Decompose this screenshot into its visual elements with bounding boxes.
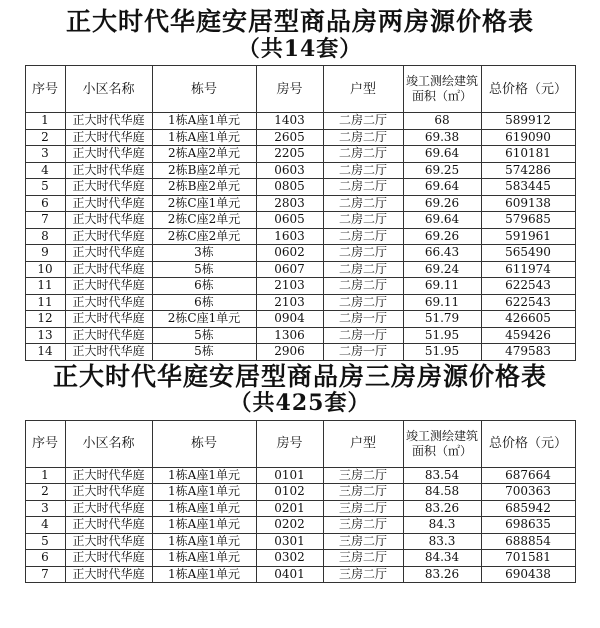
cell-area: 69.26 bbox=[403, 228, 481, 245]
cell-area: 51.79 bbox=[403, 311, 481, 328]
cell-room: 0202 bbox=[256, 517, 323, 534]
cell-price: 589912 bbox=[481, 113, 575, 130]
table-row bbox=[25, 261, 575, 278]
cell-area: 69.64 bbox=[403, 212, 481, 229]
cell-area: 69.64 bbox=[403, 179, 481, 196]
header-area: 竣工测绘建筑面积（㎡） bbox=[403, 66, 481, 113]
cell-price: 610181 bbox=[481, 146, 575, 163]
table-row bbox=[25, 179, 575, 196]
cell-index: 5 bbox=[25, 179, 65, 196]
cell-price: 479583 bbox=[481, 344, 575, 361]
table-row bbox=[25, 245, 575, 262]
cell-building: 1栋A座1单元 bbox=[152, 517, 256, 534]
cell-community: 正大时代华庭 bbox=[65, 113, 152, 130]
cell-community: 正大时代华庭 bbox=[65, 146, 152, 163]
table2-title: 正大时代华庭安居型商品房三房房源价格表 bbox=[52, 361, 547, 391]
cell-building: 1栋A座1单元 bbox=[152, 129, 256, 146]
cell-area: 66.43 bbox=[403, 245, 481, 262]
table-row bbox=[25, 195, 575, 212]
table-row bbox=[25, 327, 575, 344]
cell-room: 0607 bbox=[256, 261, 323, 278]
table-row bbox=[25, 344, 575, 361]
cell-index: 3 bbox=[25, 500, 65, 517]
cell-area: 69.26 bbox=[403, 195, 481, 212]
cell-building: 1栋A座1单元 bbox=[152, 550, 256, 567]
cell-price: 609138 bbox=[481, 195, 575, 212]
cell-layout: 二房一厅 bbox=[323, 311, 403, 328]
cell-community: 正大时代华庭 bbox=[65, 179, 152, 196]
header-index: 序号 bbox=[25, 420, 65, 467]
cell-layout: 二房二厅 bbox=[323, 113, 403, 130]
cell-area: 69.24 bbox=[403, 261, 481, 278]
table-row bbox=[25, 129, 575, 146]
cell-community: 正大时代华庭 bbox=[65, 484, 152, 501]
cell-layout: 二房二厅 bbox=[323, 195, 403, 212]
cell-room: 0602 bbox=[256, 245, 323, 262]
cell-community: 正大时代华庭 bbox=[65, 533, 152, 550]
cell-community: 正大时代华庭 bbox=[65, 212, 152, 229]
cell-room: 0805 bbox=[256, 179, 323, 196]
cell-price: 690438 bbox=[481, 566, 575, 583]
cell-community: 正大时代华庭 bbox=[65, 550, 152, 567]
cell-room: 0605 bbox=[256, 212, 323, 229]
cell-building: 5栋 bbox=[152, 261, 256, 278]
table-row bbox=[25, 113, 575, 130]
table-row bbox=[25, 533, 575, 550]
cell-community: 正大时代华庭 bbox=[65, 129, 152, 146]
cell-area: 84.34 bbox=[403, 550, 481, 567]
cell-layout: 二房二厅 bbox=[323, 146, 403, 163]
cell-area: 51.95 bbox=[403, 344, 481, 361]
table-row bbox=[25, 162, 575, 179]
cell-area: 68 bbox=[403, 113, 481, 130]
cell-room: 2803 bbox=[256, 195, 323, 212]
cell-layout: 三房二厅 bbox=[323, 484, 403, 501]
cell-price: 619090 bbox=[481, 129, 575, 146]
cell-price: 579685 bbox=[481, 212, 575, 229]
cell-price: 622543 bbox=[481, 294, 575, 311]
cell-layout: 三房二厅 bbox=[323, 517, 403, 534]
cell-area: 69.25 bbox=[403, 162, 481, 179]
cell-index: 11 bbox=[25, 294, 65, 311]
cell-index: 5 bbox=[25, 533, 65, 550]
cell-area: 51.95 bbox=[403, 327, 481, 344]
cell-price: 583445 bbox=[481, 179, 575, 196]
header-room: 房号 bbox=[256, 66, 323, 113]
cell-room: 0904 bbox=[256, 311, 323, 328]
cell-layout: 二房一厅 bbox=[323, 344, 403, 361]
cell-layout: 三房二厅 bbox=[323, 550, 403, 567]
cell-building: 6栋 bbox=[152, 294, 256, 311]
cell-area: 69.64 bbox=[403, 146, 481, 163]
cell-layout: 二房二厅 bbox=[323, 212, 403, 229]
header-building: 栋号 bbox=[152, 66, 256, 113]
cell-price: 687664 bbox=[481, 467, 575, 484]
table1-body bbox=[25, 113, 575, 361]
cell-building: 1栋A座1单元 bbox=[152, 484, 256, 501]
table-row bbox=[25, 517, 575, 534]
cell-layout: 三房二厅 bbox=[323, 500, 403, 517]
cell-index: 13 bbox=[25, 327, 65, 344]
cell-index: 12 bbox=[25, 311, 65, 328]
cell-price: 700363 bbox=[481, 484, 575, 501]
two-room-price-table bbox=[25, 65, 576, 361]
cell-building: 2栋B座2单元 bbox=[152, 179, 256, 196]
cell-layout: 二房二厅 bbox=[323, 261, 403, 278]
cell-index: 7 bbox=[25, 212, 65, 229]
cell-community: 正大时代华庭 bbox=[65, 467, 152, 484]
cell-building: 2栋C座2单元 bbox=[152, 212, 256, 229]
cell-building: 2栋B座2单元 bbox=[152, 162, 256, 179]
cell-index: 1 bbox=[25, 113, 65, 130]
cell-index: 1 bbox=[25, 467, 65, 484]
cell-room: 2605 bbox=[256, 129, 323, 146]
cell-community: 正大时代华庭 bbox=[65, 261, 152, 278]
header-area: 竣工测绘建筑面积（㎡） bbox=[403, 420, 481, 467]
cell-layout: 二房二厅 bbox=[323, 245, 403, 262]
cell-community: 正大时代华庭 bbox=[65, 228, 152, 245]
table-row bbox=[25, 500, 575, 517]
cell-area: 69.38 bbox=[403, 129, 481, 146]
cell-price: 426605 bbox=[481, 311, 575, 328]
cell-index: 11 bbox=[25, 278, 65, 295]
cell-index: 14 bbox=[25, 344, 65, 361]
table-row bbox=[25, 294, 575, 311]
cell-room: 0302 bbox=[256, 550, 323, 567]
cell-room: 2103 bbox=[256, 278, 323, 295]
header-layout: 户型 bbox=[323, 66, 403, 113]
table-row bbox=[25, 278, 575, 295]
header-building: 栋号 bbox=[152, 420, 256, 467]
cell-index: 4 bbox=[25, 517, 65, 534]
cell-layout: 二房二厅 bbox=[323, 129, 403, 146]
cell-room: 2103 bbox=[256, 294, 323, 311]
cell-building: 2栋C座1单元 bbox=[152, 195, 256, 212]
cell-index: 2 bbox=[25, 129, 65, 146]
header-community: 小区名称 bbox=[65, 420, 152, 467]
cell-layout: 三房二厅 bbox=[323, 533, 403, 550]
cell-community: 正大时代华庭 bbox=[65, 162, 152, 179]
cell-price: 685942 bbox=[481, 500, 575, 517]
cell-room: 1403 bbox=[256, 113, 323, 130]
header-layout: 户型 bbox=[323, 420, 403, 467]
cell-area: 83.26 bbox=[403, 566, 481, 583]
cell-index: 10 bbox=[25, 261, 65, 278]
cell-building: 1栋A座1单元 bbox=[152, 566, 256, 583]
table2-body bbox=[25, 467, 575, 583]
cell-room: 0603 bbox=[256, 162, 323, 179]
cell-room: 1306 bbox=[256, 327, 323, 344]
cell-layout: 三房二厅 bbox=[323, 467, 403, 484]
cell-building: 6栋 bbox=[152, 278, 256, 295]
cell-area: 83.26 bbox=[403, 500, 481, 517]
cell-price: 574286 bbox=[481, 162, 575, 179]
header-community: 小区名称 bbox=[65, 66, 152, 113]
cell-index: 7 bbox=[25, 566, 65, 583]
cell-building: 5栋 bbox=[152, 344, 256, 361]
cell-price: 622543 bbox=[481, 278, 575, 295]
cell-community: 正大时代华庭 bbox=[65, 517, 152, 534]
cell-community: 正大时代华庭 bbox=[65, 344, 152, 361]
cell-room: 0101 bbox=[256, 467, 323, 484]
table-row bbox=[25, 550, 575, 567]
table-header-row bbox=[25, 420, 575, 467]
cell-community: 正大时代华庭 bbox=[65, 566, 152, 583]
cell-community: 正大时代华庭 bbox=[65, 311, 152, 328]
cell-index: 4 bbox=[25, 162, 65, 179]
cell-index: 2 bbox=[25, 484, 65, 501]
cell-building: 1栋A座1单元 bbox=[152, 113, 256, 130]
table-row bbox=[25, 146, 575, 163]
header-price: 总价格（元） bbox=[481, 66, 575, 113]
cell-index: 3 bbox=[25, 146, 65, 163]
table-row bbox=[25, 228, 575, 245]
cell-room: 1603 bbox=[256, 228, 323, 245]
cell-building: 2栋C座2单元 bbox=[152, 228, 256, 245]
three-room-price-table bbox=[25, 420, 576, 584]
cell-index: 8 bbox=[25, 228, 65, 245]
table-header-row bbox=[25, 66, 575, 113]
header-index: 序号 bbox=[25, 66, 65, 113]
cell-room: 2205 bbox=[256, 146, 323, 163]
table1-subtitle: （共14套） bbox=[237, 35, 363, 62]
cell-price: 565490 bbox=[481, 245, 575, 262]
table-row bbox=[25, 212, 575, 229]
cell-building: 1栋A座1单元 bbox=[152, 467, 256, 484]
cell-layout: 二房二厅 bbox=[323, 294, 403, 311]
cell-area: 69.11 bbox=[403, 278, 481, 295]
cell-area: 84.58 bbox=[403, 484, 481, 501]
cell-layout: 二房二厅 bbox=[323, 162, 403, 179]
cell-price: 459426 bbox=[481, 327, 575, 344]
cell-area: 84.3 bbox=[403, 517, 481, 534]
cell-layout: 二房二厅 bbox=[323, 278, 403, 295]
cell-building: 2栋C座1单元 bbox=[152, 311, 256, 328]
cell-room: 0102 bbox=[256, 484, 323, 501]
cell-room: 0401 bbox=[256, 566, 323, 583]
cell-building: 2栋A座2单元 bbox=[152, 146, 256, 163]
cell-room: 0201 bbox=[256, 500, 323, 517]
cell-index: 9 bbox=[25, 245, 65, 262]
table1-title: 正大时代华庭安居型商品房两房源价格表 bbox=[65, 7, 534, 36]
table2-subtitle: （共425套） bbox=[229, 390, 371, 417]
cell-area: 83.54 bbox=[403, 467, 481, 484]
cell-price: 701581 bbox=[481, 550, 575, 567]
cell-community: 正大时代华庭 bbox=[65, 278, 152, 295]
cell-building: 5栋 bbox=[152, 327, 256, 344]
cell-community: 正大时代华庭 bbox=[65, 294, 152, 311]
cell-community: 正大时代华庭 bbox=[65, 500, 152, 517]
cell-building: 1栋A座1单元 bbox=[152, 533, 256, 550]
cell-price: 688854 bbox=[481, 533, 575, 550]
table-row bbox=[25, 467, 575, 484]
table-row bbox=[25, 566, 575, 583]
cell-layout: 二房一厅 bbox=[323, 327, 403, 344]
cell-room: 2906 bbox=[256, 344, 323, 361]
cell-community: 正大时代华庭 bbox=[65, 327, 152, 344]
cell-index: 6 bbox=[25, 195, 65, 212]
cell-layout: 二房二厅 bbox=[323, 228, 403, 245]
header-room: 房号 bbox=[256, 420, 323, 467]
table-row bbox=[25, 311, 575, 328]
header-price: 总价格（元） bbox=[481, 420, 575, 467]
cell-index: 6 bbox=[25, 550, 65, 567]
cell-layout: 二房二厅 bbox=[323, 179, 403, 196]
cell-community: 正大时代华庭 bbox=[65, 195, 152, 212]
cell-layout: 三房二厅 bbox=[323, 566, 403, 583]
table-row bbox=[25, 484, 575, 501]
cell-price: 611974 bbox=[481, 261, 575, 278]
cell-community: 正大时代华庭 bbox=[65, 245, 152, 262]
cell-price: 698635 bbox=[481, 517, 575, 534]
cell-room: 0301 bbox=[256, 533, 323, 550]
cell-building: 1栋A座1单元 bbox=[152, 500, 256, 517]
cell-area: 83.3 bbox=[403, 533, 481, 550]
cell-building: 3栋 bbox=[152, 245, 256, 262]
cell-area: 69.11 bbox=[403, 294, 481, 311]
cell-price: 591961 bbox=[481, 228, 575, 245]
